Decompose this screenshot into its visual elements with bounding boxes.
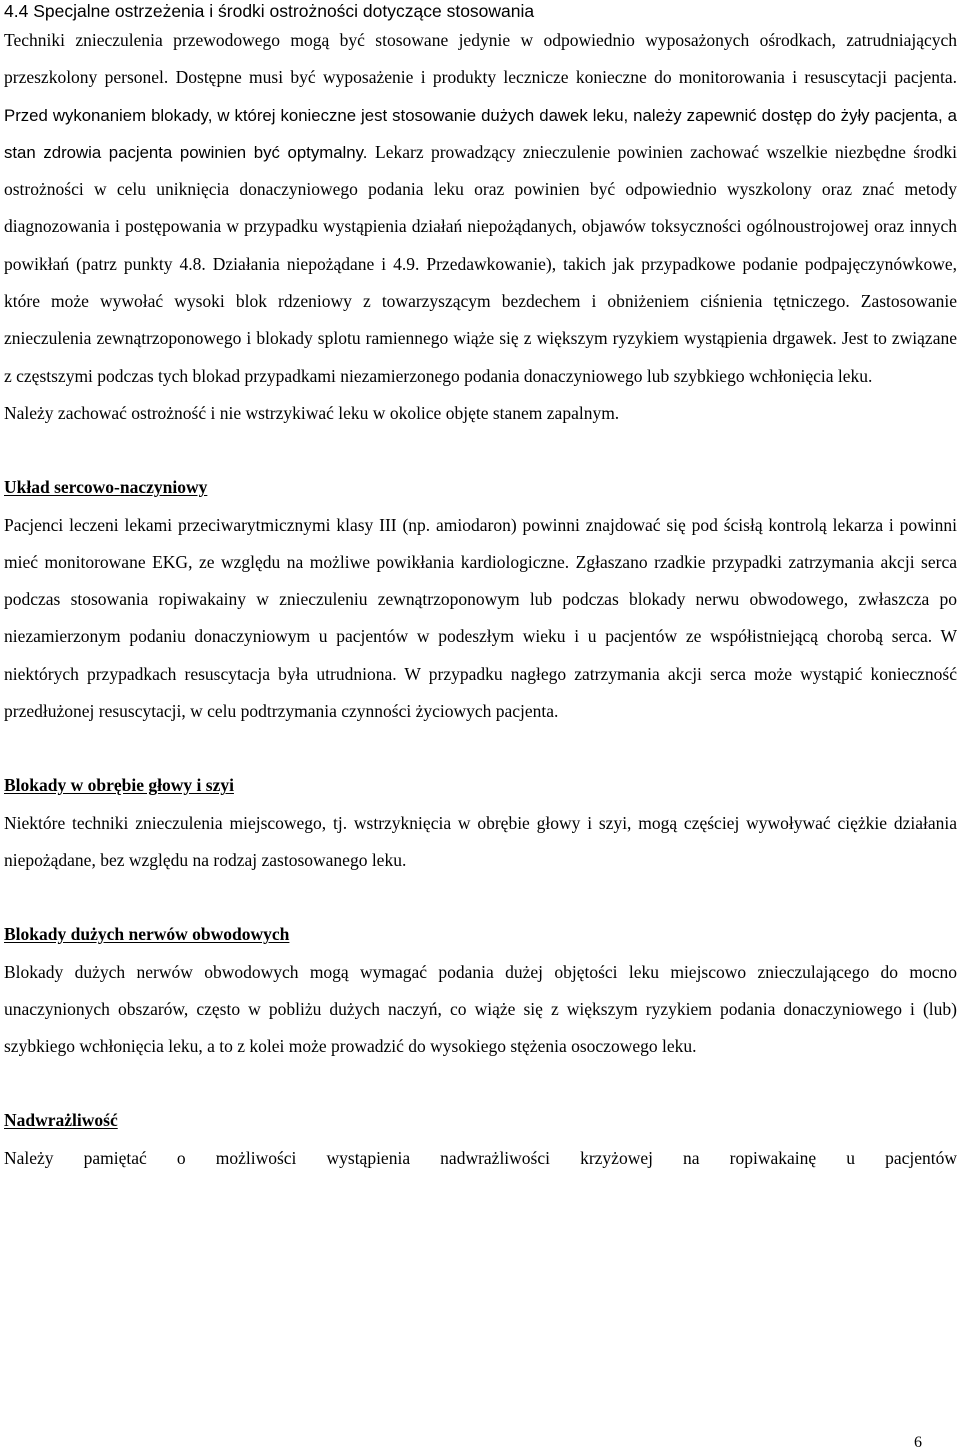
paragraph-warnings — [4, 22, 957, 395]
spacer — [4, 432, 957, 469]
spacer — [4, 1065, 957, 1102]
paragraph-head-neck: Niektóre techniki znieczulenia miejscowego, tj. wstrzyknięcia w obrębie głowy i szyi, mogą częściej wywoływać ciężkie działania niepożądane, bez względu na rodzaj zastosowanego leku. — [4, 812, 957, 870]
paragraph-warnings-part-c: Lekarz prowadzący znieczulenie powinien zachować wszelkie niezbędne środki ostrożności w celu uniknięcia donaczyniowego podania leku oraz powinien być odpowiednio wyszkolony oraz znać metody diagnozowania i postępowania w przypadku wystąpienia działań niepożądanych, objawów toksyczności ogólnoustrojowej oraz innych powikłań (patrz punkty 4.8. Działania niepożądane i 4.9. Przedawkowanie), takich jak przypadkowe podanie podpajęczynówkowe, które może wywołać wysoki blok rdzeniowy z towarzyszącym bezdechem i obniżeniem ciśnienia tętniczego. Zastosowanie znieczulenia zewnątrzoponowego i blokady splotu ramiennego wiąże się z większym ryzykiem wystąpienia drgawek. Jest to związane z częstszymi podczas tych blokad przypadkami niezamierzonego podania donaczyniowego lub szybkiego wchłonięcia leku. — [4, 141, 957, 386]
paragraph-warnings-part-b: Przed wykonaniem blokady, w której konieczne jest stosowanie dużych dawek leku, należy zapewnić dostęp do żyły pacjenta, a stan zdrowia pacjenta powinien być optymalny. — [4, 105, 957, 162]
page-number: 6 — [914, 1434, 922, 1451]
spacer — [4, 730, 957, 767]
section-title-cardiovascular: Układ sercowo-naczyniowy — [4, 477, 208, 498]
spacer — [4, 879, 957, 916]
paragraph-inflamed-areas: Należy zachować ostrożność i nie wstrzykiwać leku w okolice objęte stanem zapalnym. — [4, 402, 620, 423]
paragraph-cardiovascular: Pacjenci leczeni lekami przeciwarytmicznymi klasy III (np. amiodaron) powinni znajdować się pod ścisłą kontrolą lekarza i powinni mieć monitorowane EKG, ze względu na możliwe powikłania kardiologiczne. Zgłaszano rzadkie przypadki zatrzymania akcji serca podczas stosowania ropiwakainy w znieczuleniu zewnątrzoponowym lub podczas blokady nerwu obwodowego, zwłaszcza po niezamierzonym podaniu donaczyniowym u pacjentów w podeszłym wieku i u pacjentów ze współistniejącą chorobą serca. W niektórych przypadkach resuscytacja była utrudniona. W przypadku nagłego zatrzymania akcji serca może wystąpić konieczność przedłużonej resuscytacji, w celu podtrzymania czynności życiowych pacjenta. — [4, 514, 957, 722]
paragraph-large-nerves: Blokady dużych nerwów obwodowych mogą wymagać podania dużej objętości leku miejscowo znieczulającego do mocno unaczynionych obszarów, często w pobliżu dużych naczyń, co wiąże się z większym ryzykiem podania donaczyniowego i (lub) szybkiego wchłonięcia leku, a to z kolei może prowadzić do wysokiego stężenia osoczowego leku. — [4, 961, 957, 1057]
paragraph-hypersensitivity: Należy pamiętać o możliwości wystąpienia nadwrażliwości krzyżowej na ropiwakainę u pacjentów — [4, 1147, 957, 1168]
document-page — [4, 0, 957, 1177]
section-title-head-neck: Blokady w obrębie głowy i szyi — [4, 775, 234, 796]
paragraph-warnings-part-a: Techniki znieczulenia przewodowego mogą być stosowane jedynie w odpowiednio wyposażonych ośrodkach, zatrudniających przeszkolony personel. Dostępne musi być wyposażenie i produkty lecznicze konieczne do monitorowania i resuscytacji pacjenta. — [4, 30, 957, 88]
section-title-hypersensitivity: Nadwrażliwość — [4, 1110, 118, 1131]
section-title-large-nerves: Blokady dużych nerwów obwodowych — [4, 924, 290, 945]
section-heading-4-4: 4.4 Specjalne ostrzeżenia i środki ostrożności dotyczące stosowania — [4, 1, 535, 21]
